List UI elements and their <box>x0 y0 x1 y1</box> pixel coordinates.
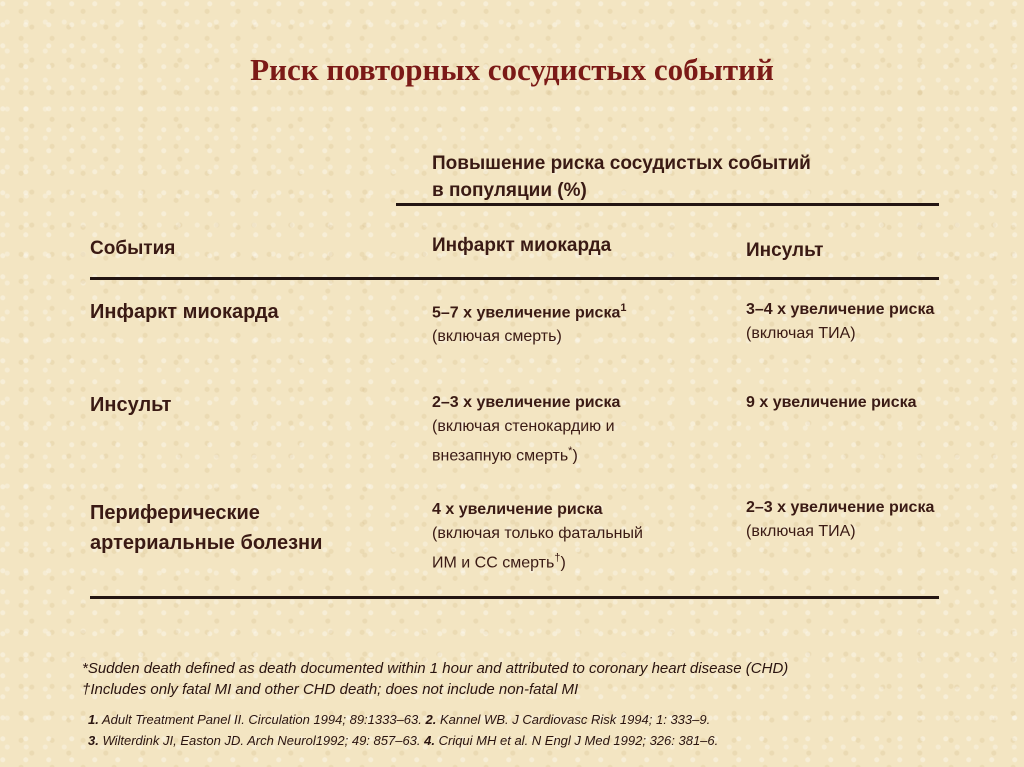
cell-pad-mi <box>432 498 643 575</box>
cell-note-line2 <box>432 439 620 468</box>
cell-note: (включая ТИА) <box>746 325 856 342</box>
group-header-line2: в популяции (%) <box>432 180 587 201</box>
cell-stroke-stroke <box>746 391 917 415</box>
cell-main-value: 2–3 х увеличение риска <box>746 499 935 516</box>
cell-main-value: 5–7 х увеличение риска <box>432 304 621 322</box>
cell-note-text: ИМ и СС смерть <box>432 554 555 572</box>
slide-title: Риск повторных сосудистых событий <box>250 52 774 87</box>
cell-mi-mi <box>432 296 626 349</box>
reference-text: Kannel WB. J Cardiovasc Risk 1994; 1: 333–9. <box>436 712 711 727</box>
cell-note: (включая смерть) <box>432 328 562 346</box>
cell-main-text <box>432 296 626 325</box>
reference-number: 4. <box>424 733 435 748</box>
reference-number: 2. <box>425 712 437 727</box>
references-line1 <box>88 710 710 730</box>
reference-text: Wilterdink JI, Easton JD. Arch Neurol1992; 49: 857–63. <box>98 733 425 748</box>
cell-main-value: 9 х увеличение риска <box>746 394 917 411</box>
group-header-line1: Повышение риска сосудистых событий <box>432 153 811 174</box>
row-label-mi <box>90 297 279 327</box>
cell-note-line2 <box>432 546 643 575</box>
cell-note-text: внезапную смерть <box>432 447 569 465</box>
cell-stroke-mi <box>432 391 620 468</box>
reference-number: 3. <box>88 733 99 748</box>
cell-note: (включая только фатальный <box>432 525 643 542</box>
reference-marker: 1 <box>620 302 627 314</box>
cell-pad-stroke <box>746 496 934 544</box>
footnote-fatal-mi: †Includes only fatal MI and other CHD death; does not include non-fatal MI <box>82 681 579 698</box>
group-header-rule <box>396 203 939 206</box>
row-label-line: Инфаркт миокарда <box>90 301 279 323</box>
group-header <box>432 150 811 204</box>
cell-main-value: 4 х увеличение риска <box>432 501 603 518</box>
footnote-sudden-death: *Sudden death defined as death documented within 1 hour and attributed to coronary heart disease (CHD) <box>82 660 789 677</box>
cell-note-end: ) <box>560 554 566 572</box>
cell-main-value: 3–4 х увеличение риска <box>746 301 935 318</box>
row-label-line: артериальные болезни <box>90 532 323 554</box>
cell-main-value: 2–3 х увеличение риска <box>432 394 621 411</box>
row-label-line: Периферические <box>90 502 260 524</box>
footnote-marker: † <box>554 552 561 564</box>
col-header-stroke: Инсульт <box>746 240 824 261</box>
row-label-stroke <box>90 390 171 420</box>
header-rule <box>90 277 939 280</box>
row-label-line: Инсульт <box>90 394 172 416</box>
footnote-marker: * <box>568 445 573 457</box>
reference-text: Criqui MH et al. N Engl J Med 1992; 326: 381–6. <box>434 733 719 748</box>
cell-note: (включая стенокардию и <box>432 418 615 435</box>
col-header-events: События <box>90 238 176 259</box>
col-header-mi: Инфаркт миокарда <box>432 235 612 256</box>
cell-note-end: ) <box>572 447 578 465</box>
reference-text: Adult Treatment Panel II. Circulation 1994; 89:1333–63. <box>98 712 426 727</box>
references-line2 <box>88 731 718 751</box>
cell-mi-stroke <box>746 298 934 346</box>
table-bottom-rule <box>90 596 939 599</box>
reference-number: 1. <box>88 712 99 727</box>
row-label-pad <box>90 498 322 558</box>
cell-note: (включая ТИА) <box>746 523 856 540</box>
